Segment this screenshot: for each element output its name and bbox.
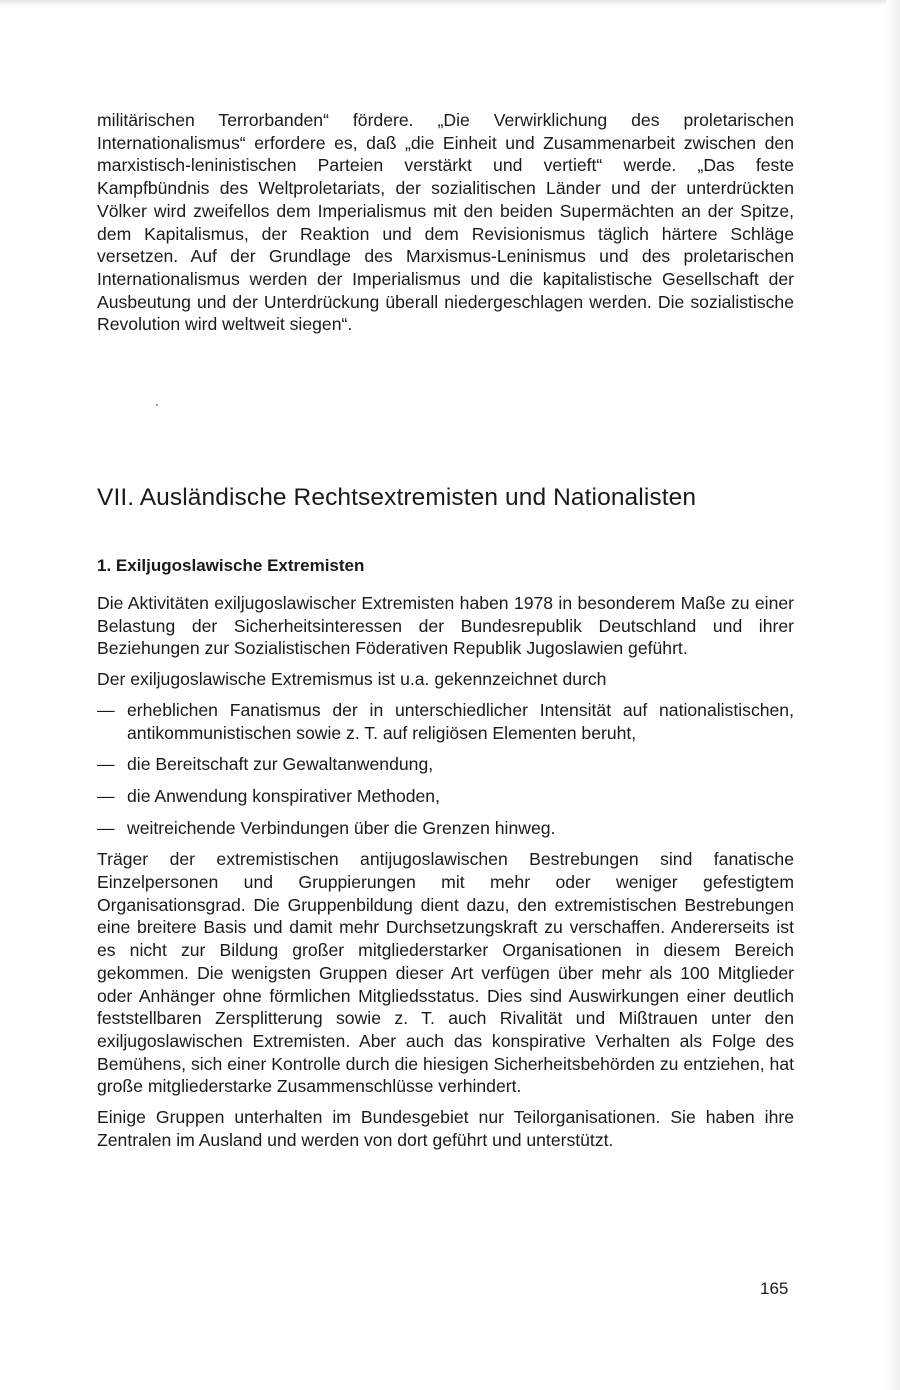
- characteristics-list: [97, 699, 794, 840]
- paragraph-4: Einige Gruppen unterhalten im Bundesgebiet nur Teilorganisationen. Sie haben ihre Zentralen im Ausland und werden von dort geführt und unterstützt.: [97, 1107, 794, 1150]
- intro-paragraph: militärischen Terrorbanden“ fördere. „Die Verwirklichung des proletarischen Internationalismus“ erfordere es, daß „die Einheit und Zusammenarbeit zwischen den marxistisch-leninistischen Parteien verstärkt und vertieft“ werde. „Das feste Kampfbündnis des Weltproletariats, der sozialitischen Länder und der unterdrückten Völker wird zweifellos dem Imperialismus mit den beiden Supermächten an der Spitze, dem Kapitalismus, der Reaktion und dem Revisionismus täglich härtere Schläge versetzen. Auf der Grundlage des Marxismus-Leninismus und des proletarischen Internationalismus werden der Imperialismus und die kapitalistische Gesellschaft der Ausbeutung und der Unterdrückung überall niedergeschlagen werden. Die sozialistische Revolution wird weltweit siegen“.: [97, 110, 794, 335]
- section-body: [97, 592, 794, 1151]
- paragraph-1: Die Aktivitäten exiljugoslawischer Extremisten haben 1978 in besonderem Maße zu einer Belastung der Sicherheitsinteressen der Bundesrepublik Deutschland und ihrer Beziehungen zur Sozialistischen Föderativen Republik Jugoslawien geführt.: [97, 593, 794, 659]
- chapter-title: VII. Ausländische Rechtsextremisten und Nationalisten: [97, 484, 697, 511]
- page-right-edge: [886, 0, 900, 1390]
- dash-marker: —: [97, 699, 115, 720]
- list-item-text: erheblichen Fanatismus der in unterschiedlicher Intensität auf nationalistischen, antikommunistischen sowie z. T. auf religiösen Elementen beruht,: [127, 699, 794, 743]
- stray-mark: [156, 404, 158, 406]
- list-item: [97, 699, 794, 744]
- list-item-text: die Bereitschaft zur Gewaltanwendung,: [127, 754, 434, 775]
- list-item-text: die Anwendung konspirativer Methoden,: [127, 785, 440, 806]
- paragraph-3: Träger der extremistischen antijugoslawischen Bestrebungen sind fanatische Einzelpersonen und Gruppierungen mit mehr oder weniger gefestigtem Organisationsgrad. Die Gruppenbildung dient dazu, den extremistischen Bestrebungen eine breitere Basis und damit mehr Durchsetzungskraft zu verschaffen. Andererseits ist es nicht zur Bildung großer mitgliederstarker Organisationen in diesem Bereich gekommen. Die wenigsten Gruppen dieser Art verfügen über mehr als 100 Mitglieder oder Anhänger ohne förmlichen Mitgliedsstatus. Dies sind Auswirkungen einer deutlich feststellbaren Zersplitterung sowie z. T. auch Rivalität und Mißtrauen unter den exiljugoslawischen Extremisten. Aber auch das konspirative Verhalten als Folge des Bemühens, sich einer Kontrolle durch die hiesigen Sicherheitsbehörden zu entziehen, hat große mitgliederstarke Zusammenschlüsse verhindert.: [97, 849, 794, 1097]
- list-item: [97, 785, 794, 808]
- page-number: 165: [760, 1279, 789, 1298]
- list-item: [97, 753, 794, 776]
- intro-block: [97, 109, 794, 336]
- dash-marker: —: [97, 817, 115, 838]
- dash-marker: —: [97, 754, 115, 775]
- list-item-text: weitreichende Verbindungen über die Grenzen hinweg.: [127, 817, 556, 838]
- paragraph-2: Der exiljugoslawische Extremismus ist u.a. gekennzeichnet durch: [97, 669, 607, 690]
- section-title: 1. Exiljugoslawische Extremisten: [97, 556, 365, 575]
- list-item: [97, 817, 794, 840]
- dash-marker: —: [97, 785, 115, 806]
- page-top-edge: [0, 0, 900, 6]
